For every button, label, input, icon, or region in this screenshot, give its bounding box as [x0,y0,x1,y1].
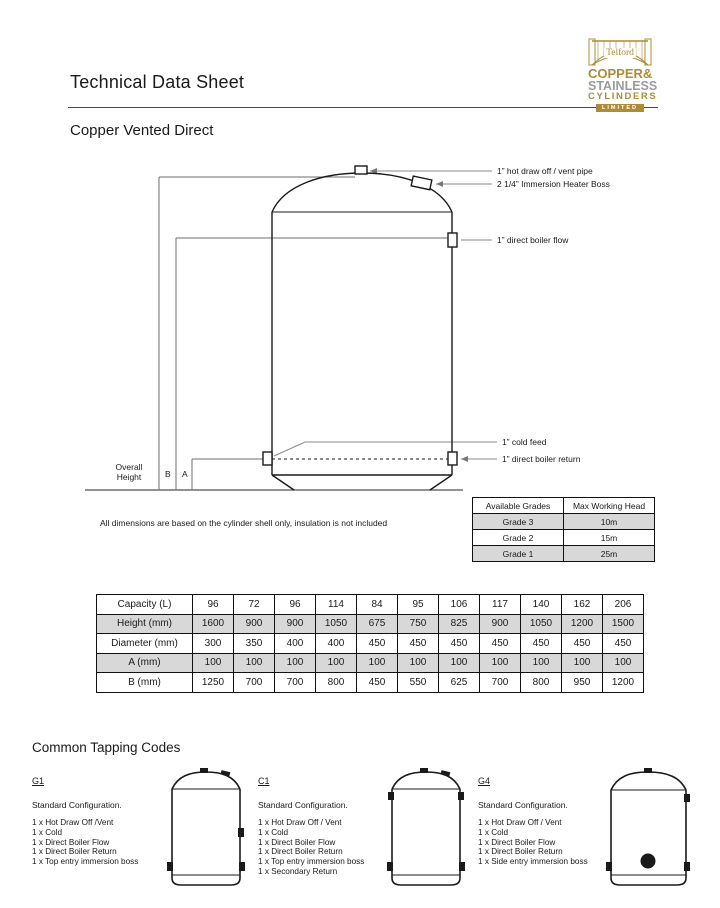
dimensions-cell: 100 [275,653,316,673]
annotation-boiler-return: 1” direct boiler return [502,454,581,464]
tapping-subtitle: Standard Configuration. [478,800,568,810]
dimensions-cell: 825 [439,614,480,634]
tapping-item: 1 x Direct Boiler Return [258,847,343,857]
dimensions-row-label: Capacity (L) [97,595,193,615]
logo-line-copper: COPPER& [588,66,653,81]
tapping-item: 1 x Hot Draw Off / Vent [258,818,342,827]
grades-cell: 15m [564,530,655,546]
dimensions-cell: 1200 [562,614,603,634]
boiler-return-tapping [448,452,457,465]
dimensions-cell: 84 [357,595,398,615]
grades-header-head: Max Working Head [564,498,655,514]
dimensions-cell: 95 [398,595,439,615]
grades-cell: Grade 1 [473,546,564,562]
tapping-item: 1 x Direct Boiler Flow [478,837,556,847]
dimensions-cell: 450 [603,634,644,654]
grades-cell: Grade 3 [473,514,564,530]
tapping-config-g4 [478,776,638,867]
grades-header-row [473,498,655,514]
dimensions-cell: 450 [439,634,480,654]
tapping-items [32,818,192,867]
dimensions-cell: 625 [439,673,480,693]
logo-line-stainless: STAINLESS [588,79,658,93]
grades-cell: Grade 2 [473,530,564,546]
logo-line-limited: LIMITED [596,104,644,112]
dimensions-row [97,614,644,634]
dimensions-cell: 400 [316,634,357,654]
grades-row [473,546,655,562]
dimensions-cell: 100 [193,653,234,673]
dimensions-cell: 450 [562,634,603,654]
tapping-item: 1 x Hot Draw Off / Vent [478,818,562,827]
dimensions-row-label: A (mm) [97,653,193,673]
tapping-item: 1 x Side entry immersion boss [478,857,588,867]
tapping-config-c1 [258,776,418,877]
dimensions-cell: 100 [562,653,603,673]
dimensions-row-label: B (mm) [97,673,193,693]
dimensions-cell: 96 [275,595,316,615]
dimensions-cell: 800 [521,673,562,693]
vent-tapping [355,166,367,174]
grades-row [473,530,655,546]
dimensions-cell: 900 [275,614,316,634]
tapping-item: 1 x Top entry immersion boss [258,857,365,867]
logo-line-cylinders: CYLINDERS [588,91,658,102]
grades-cell: 10m [564,514,655,530]
dimensions-cell: 350 [234,634,275,654]
dim-label-a: A [182,469,188,479]
dimensions-cell: 100 [316,653,357,673]
dimensions-cell: 450 [398,634,439,654]
dimensions-cell: 96 [193,595,234,615]
cold-feed-tapping [263,452,272,465]
dimensions-cell: 450 [357,673,398,693]
tapping-subtitle: Standard Configuration. [32,800,122,810]
dimensions-cell: 1600 [193,614,234,634]
product-subtitle: Copper Vented Direct [70,122,214,139]
dimensions-cell: 900 [234,614,275,634]
tapping-code: G4 [478,776,491,786]
dimensions-cell: 1050 [521,614,562,634]
tapping-item: 1 x Cold [258,827,289,837]
dimensions-cell: 100 [480,653,521,673]
dimensions-row [97,595,644,615]
immersion-boss [411,176,432,190]
dimensions-table [96,594,644,693]
grades-cell: 25m [564,546,655,562]
dimensions-cell: 700 [234,673,275,693]
dimensions-row-label: Diameter (mm) [97,634,193,654]
dimensions-cell: 675 [357,614,398,634]
grades-table-body [473,514,655,562]
dimensions-cell: 1500 [603,614,644,634]
grades-table [472,497,655,562]
dimensions-cell: 550 [398,673,439,693]
logo-brand-text: Telford [606,48,634,58]
dim-label-b: B [165,469,171,479]
tapping-config-g1 [32,776,192,867]
dimensions-cell: 106 [439,595,480,615]
dimensions-cell: 100 [603,653,644,673]
tapping-item: 1 x Direct Boiler Return [32,847,117,857]
dimensions-cell: 800 [316,673,357,693]
dimensions-cell: 117 [480,595,521,615]
dimensions-row [97,653,644,673]
dimensions-table-body [97,595,644,693]
dimensions-cell: 1200 [603,673,644,693]
tapping-item: 1 x Cold [478,827,509,837]
annotation-cold-feed: 1” cold feed [502,437,547,447]
dim-label-overall-height: Overall Height [115,462,143,482]
page-title: Technical Data Sheet [70,72,245,92]
tapping-item: 1 x Hot Draw Off /Vent [32,818,114,827]
dimensions-cell: 100 [398,653,439,673]
dimensions-cell: 750 [398,614,439,634]
tapping-items [478,818,638,867]
dimensions-cell: 100 [439,653,480,673]
dimensions-cell: 950 [562,673,603,693]
tapping-item: 1 x Direct Boiler Return [478,847,563,857]
dimensions-cell: 450 [521,634,562,654]
dimensions-row [97,634,644,654]
header-rule [68,107,658,108]
tapping-heading: Common Tapping Codes [32,740,181,755]
grades-header-grades: Available Grades [473,498,564,514]
dimensions-cell: 72 [234,595,275,615]
annotation-vent-pipe: 1” hot draw off / vent pipe [497,166,593,176]
side-immersion-boss [641,854,656,869]
boiler-flow-tapping [448,233,457,247]
tapping-item: 1 x Direct Boiler Flow [32,837,110,847]
dimensions-cell: 162 [562,595,603,615]
dimensions-cell: 114 [316,595,357,615]
tapping-subtitle: Standard Configuration. [258,800,348,810]
tapping-item: 1 x Direct Boiler Flow [258,837,336,847]
dimensions-cell: 900 [480,614,521,634]
grades-row [473,514,655,530]
dimensions-cell: 1050 [316,614,357,634]
dimensions-footnote: All dimensions are based on the cylinder shell only, insulation is not included [100,518,388,528]
telford-logo [588,37,658,112]
tapping-item: 1 x Secondary Return [258,866,338,876]
dimensions-cell: 100 [521,653,562,673]
annotation-immersion-boss: 2 1/4” Immersion Heater Boss [497,179,610,189]
dimensions-cell: 700 [275,673,316,693]
dimensions-row [97,673,644,693]
dimensions-cell: 206 [603,595,644,615]
main-cylinder [263,166,457,490]
tapping-item: 1 x Cold [32,827,63,837]
dimensions-cell: 700 [480,673,521,693]
dimensions-cell: 100 [357,653,398,673]
dimension-lines [85,177,463,490]
tapping-code: C1 [258,776,270,786]
dimensions-cell: 300 [193,634,234,654]
dimensions-cell: 400 [275,634,316,654]
dimensions-cell: 100 [234,653,275,673]
dimensions-row-label: Height (mm) [97,614,193,634]
tapping-items [258,818,418,877]
dimensions-cell: 450 [480,634,521,654]
dimensions-cell: 1250 [193,673,234,693]
tapping-item: 1 x Top entry immersion boss [32,857,139,867]
annotation-boiler-flow: 1” direct boiler flow [497,235,569,245]
tapping-code: G1 [32,776,45,786]
dimensions-cell: 140 [521,595,562,615]
dimensions-cell: 450 [357,634,398,654]
